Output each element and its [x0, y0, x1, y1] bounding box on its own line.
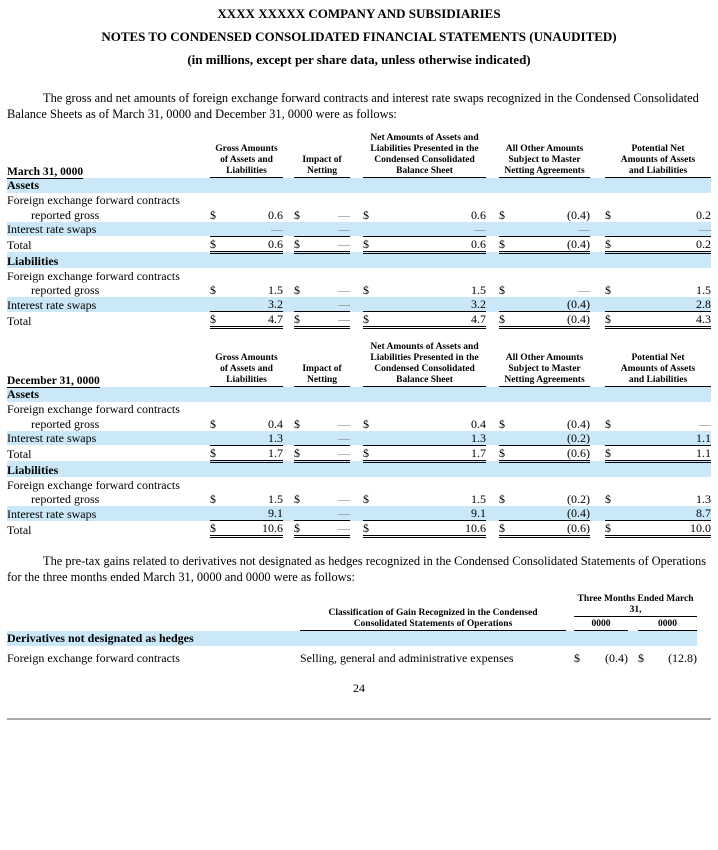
amount-cell: —	[294, 222, 350, 237]
amount-cell: $ 1.5	[363, 492, 486, 506]
amount-cell: $ —	[294, 283, 350, 297]
section-row-liabilities: Liabilities	[7, 461, 711, 477]
amount-cell: $ —	[294, 521, 350, 535]
amount-cell: $ 4.7	[210, 312, 283, 326]
amount-cell: $ 1.5	[605, 283, 711, 297]
year-column-header: 0000	[638, 617, 697, 631]
classification-column-header: Classification of Gain Recognized in the Condensed Consolidated Statements of Operations	[300, 594, 566, 631]
amount-cell: —	[294, 431, 350, 446]
row-fx-reported-gross: reported gross $ 1.5 $ — $ 1.5 $ (0.2) $ 1.3	[31, 492, 711, 506]
row-fx-reported-gross: reported gross $ 1.5 $ — $ 1.5 $ — $ 1.5	[31, 283, 711, 297]
amount-cell: 3.2	[210, 297, 283, 312]
amount-cell: $ (0.4)	[499, 236, 590, 251]
year-column-header: 0000	[574, 617, 628, 631]
section-row-assets: Assets	[7, 178, 711, 193]
document-title: NOTES TO CONDENSED CONSOLIDATED FINANCIAL STATEMENTS (UNAUDITED)	[101, 29, 617, 44]
amount-cell: $ 0.2	[605, 236, 711, 251]
classification-cell: Selling, general and administrative expenses	[300, 650, 514, 665]
column-header-gross: Gross Amounts of Assets and Liabilities	[210, 133, 283, 178]
balance-table-december	[7, 342, 711, 538]
column-header-potential: Potential Net Amounts of Assets and Liabilities	[605, 133, 711, 178]
amount-cell: $ 1.7	[210, 445, 283, 460]
column-header-other: All Other Amounts Subject to Master Netting Agreements	[499, 342, 590, 387]
amount-cell: —	[210, 222, 283, 237]
amount-cell: $ 1.5	[210, 492, 283, 506]
row-fx-contracts: Foreign exchange forward contracts	[7, 402, 180, 416]
amount-cell: $ 0.4	[363, 416, 486, 431]
gains-header-row-1	[7, 594, 697, 617]
section-row-liabilities: Liabilities	[7, 252, 711, 268]
amount-cell: (0.2)	[499, 431, 590, 446]
amount-cell: (0.4)	[499, 506, 590, 521]
row-fx-gain: Foreign exchange forward contracts Selling, general and administrative expenses $ (0.4) $ (12.8)	[7, 646, 697, 665]
amount-cell: $ (0.4)	[574, 650, 628, 665]
amount-cell: $ —	[294, 445, 350, 460]
column-header-gross: Gross Amounts of Assets and Liabilities	[210, 342, 283, 387]
row-total-assets: Total $ 0.6 $ — $ 0.6 $ (0.4) $ 0.2	[7, 236, 711, 252]
amount-cell: $ —	[499, 283, 590, 297]
amount-cell: $ 0.6	[363, 207, 486, 222]
column-header-net: Net Amounts of Assets and Liabilities Presented in the Condensed Consolidated Balance Sheet	[363, 133, 486, 178]
balance-table-march	[7, 133, 711, 329]
row-fx-reported-gross: reported gross $ 0.4 $ — $ 0.4 $ (0.4) $ —	[31, 416, 711, 431]
units-note: (in millions, except per share data, unless otherwise indicated)	[187, 52, 531, 67]
row-fx-contracts: Foreign exchange forward contracts	[7, 477, 180, 492]
column-header-other: All Other Amounts Subject to Master Netting Agreements	[499, 133, 590, 178]
intro-paragraph: The gross and net amounts of foreign exchange forward contracts and interest rate swaps recognized in the Condensed Consolidated Balance Sheets as of March 31, 0000 and December 31, 0000 were as follows:	[7, 91, 699, 121]
amount-cell: $ —	[294, 236, 350, 251]
amount-cell: 2.8	[605, 297, 711, 312]
row-interest-rate-swaps: Interest rate swaps 3.2 — 3.2 (0.4) 2.8	[7, 297, 711, 312]
row-fx-contracts: Foreign exchange forward contracts	[7, 268, 180, 283]
amount-cell: $ 0.6	[210, 236, 283, 251]
company-title: XXXX XXXXX COMPANY AND SUBSIDIARIES	[217, 6, 501, 21]
amount-cell: $ 10.6	[363, 521, 486, 535]
column-header-net: Net Amounts of Assets and Liabilities Presented in the Condensed Consolidated Balance Sheet	[363, 342, 486, 387]
table-header-row	[7, 133, 711, 178]
table-date-label: March 31, 0000	[7, 165, 84, 178]
row-total-liabilities: Total $ 10.6 $ — $ 10.6 $ (0.6) $ 10.0	[7, 521, 711, 537]
amount-cell: (0.4)	[499, 297, 590, 312]
amount-cell: $ —	[294, 416, 350, 431]
amount-cell: $ —	[294, 312, 350, 326]
amount-cell: 9.1	[363, 506, 486, 521]
amount-cell: —	[363, 222, 486, 237]
amount-cell: $ 10.0	[605, 521, 711, 535]
amount-cell: $ —	[294, 492, 350, 506]
amount-cell: $ —	[294, 207, 350, 222]
amount-cell: $ (0.4)	[499, 207, 590, 222]
amount-cell: $ 4.3	[605, 312, 711, 326]
row-fx-contracts: Foreign exchange forward contracts	[7, 193, 180, 207]
period-header: Three Months Ended March 31,	[574, 594, 697, 617]
amount-cell: 1.3	[210, 431, 283, 446]
amount-cell: —	[605, 222, 711, 237]
amount-cell: 1.1	[605, 431, 711, 446]
row-total-assets: Total $ 1.7 $ — $ 1.7 $ (0.6) $ 1.1	[7, 445, 711, 461]
amount-cell: $ 0.4	[210, 416, 283, 431]
column-header-potential: Potential Net Amounts of Assets and Liabilities	[605, 342, 711, 387]
gains-table	[7, 594, 697, 665]
amount-cell: $ (12.8)	[638, 650, 698, 665]
row-fx-reported-gross: reported gross $ 0.6 $ — $ 0.6 $ (0.4) $ 0.2	[31, 207, 711, 222]
amount-cell: $ 0.6	[363, 236, 486, 251]
amount-cell: $ 1.5	[210, 283, 283, 297]
table-header-row	[7, 342, 711, 387]
amount-cell: $ —	[605, 416, 711, 431]
amount-cell: $ 1.7	[363, 445, 486, 460]
amount-cell: —	[294, 297, 350, 312]
amount-cell: $ 0.6	[210, 207, 283, 222]
amount-cell: $ (0.6)	[499, 521, 590, 535]
amount-cell: $ 1.5	[363, 283, 486, 297]
amount-cell: $ (0.4)	[499, 416, 590, 431]
column-header-impact: Impact of Netting	[294, 342, 350, 387]
row-total-liabilities: Total $ 4.7 $ — $ 4.7 $ (0.4) $ 4.3	[7, 312, 711, 328]
footer-divider	[7, 718, 711, 720]
amount-cell: $ (0.4)	[499, 312, 590, 326]
amount-cell: $ 4.7	[363, 312, 486, 326]
amount-cell: 3.2	[363, 297, 486, 312]
row-interest-rate-swaps: Interest rate swaps 9.1 — 9.1 (0.4) 8.7	[7, 506, 711, 521]
amount-cell: $ (0.6)	[499, 445, 590, 460]
amount-cell: —	[499, 222, 590, 237]
section-row-assets: Assets	[7, 387, 711, 402]
section-row-derivatives: Derivatives not designated as hedges	[7, 631, 697, 646]
row-interest-rate-swaps: Interest rate swaps 1.3 — 1.3 (0.2) 1.1	[7, 430, 711, 445]
table-date-label: December 31, 0000	[7, 374, 100, 387]
amount-cell: 1.3	[363, 431, 486, 446]
row-interest-rate-swaps: Interest rate swaps — — — — —	[7, 221, 711, 236]
amount-cell: $ 10.6	[210, 521, 283, 535]
amount-cell: 9.1	[210, 506, 283, 521]
amount-cell: $ 1.3	[605, 492, 711, 506]
amount-cell: $ (0.2)	[499, 492, 590, 506]
column-header-impact: Impact of Netting	[294, 133, 350, 178]
amount-cell: —	[294, 506, 350, 521]
amount-cell: $ 1.1	[605, 445, 711, 460]
amount-cell: $ 0.2	[605, 207, 711, 222]
amount-cell: 8.7	[605, 506, 711, 521]
page-number: 24	[353, 680, 365, 695]
pretax-paragraph: The pre-tax gains related to derivatives not designated as hedges recognized in the Condensed Consolidated Statements of Operations for the three months ended March 31, 0000 and 0000 were as follows:	[7, 554, 707, 584]
